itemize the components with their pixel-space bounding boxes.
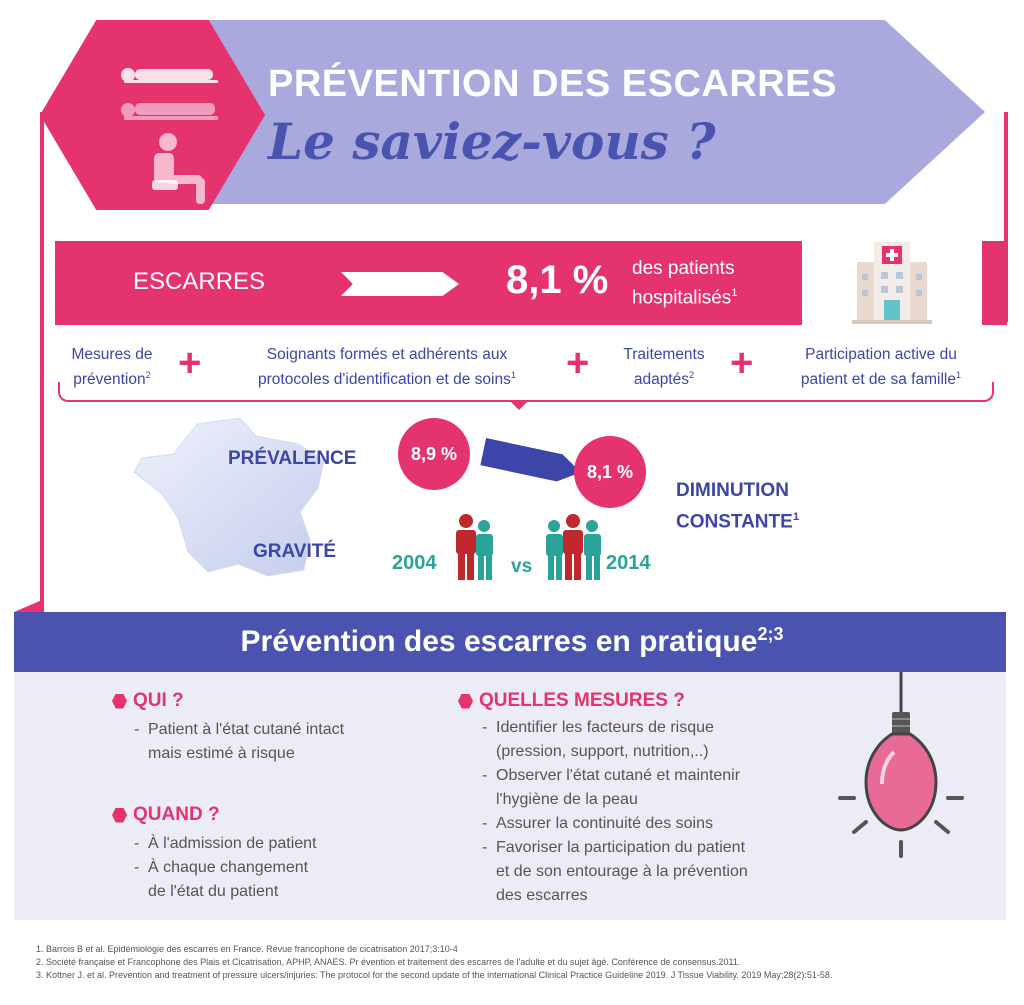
plus-icon: + <box>730 341 754 385</box>
year-start: 2004 <box>392 552 437 574</box>
practice-title <box>0 624 1024 659</box>
list-item-text: (pression, support, nutrition,..) <box>496 743 709 760</box>
hospital-icon <box>802 232 982 337</box>
page-subtitle: Le saviez-vous ? <box>268 112 716 171</box>
hexagon-bullet-icon <box>112 808 127 823</box>
page-title: PRÉVENTION DES ESCARRES <box>268 63 837 105</box>
trend-label <box>676 478 799 535</box>
list-item: - Assurer la continuité des soins <box>482 815 713 832</box>
banner-description <box>632 256 738 310</box>
list-item-text: des escarres <box>496 887 588 904</box>
plus-icon: + <box>178 341 202 385</box>
footnote-ref: 2 <box>689 370 695 380</box>
footnote: 2. Société française et Francophone des Plais et Cicatrisation, APHP, ANAES. Pr évention et traitement des escarres de l'adulte et du sujet âgé. Conférence de consensus.2011. <box>36 957 741 967</box>
bracket-divider <box>58 382 994 402</box>
footnote: 3. Kottner J. et al. Prevention and treatment of pressure ulcers/injuries: The protocol for the second update of the international Clinical Practice Guideline 2019. J Tissue Viability. 2019 May;28(2):51-58. <box>36 970 833 980</box>
list-item: - Favoriser la participation du patient <box>482 839 746 856</box>
list-item-text: Observer l'état cutané et maintenir <box>496 767 741 784</box>
hexagon-bullet-icon <box>458 694 473 709</box>
measure-text: Traitements <box>623 346 705 363</box>
people-2014-icon <box>542 512 604 582</box>
banner-value: 8,1 % <box>506 258 609 302</box>
arrow-icon <box>341 272 459 296</box>
footnote-ref: 1 <box>731 287 738 299</box>
lightbulb-icon <box>836 672 966 862</box>
versus-label: vs <box>511 556 533 577</box>
footnote-ref: 1 <box>792 511 800 523</box>
measure-text: Mesures de <box>71 346 153 363</box>
footnote-ref: 2 <box>145 370 151 380</box>
frame-corner <box>14 600 42 612</box>
practice-title-text: Prévention des escarres en pratique <box>240 625 758 658</box>
prevalence-label: PRÉVALENCE <box>228 448 357 469</box>
qui-list <box>134 718 344 766</box>
list-item: - À l'admission de patient <box>134 835 317 852</box>
list-item <box>482 884 748 908</box>
footnote-ref: 1 <box>510 370 516 380</box>
people-2004-icon <box>448 512 500 582</box>
banner-label: ESCARRES <box>133 268 266 295</box>
banner-text-line: des patients <box>632 258 735 279</box>
list-item-text: mais estimé à risque <box>148 745 295 762</box>
hospital-panel <box>802 232 982 337</box>
list-item <box>482 788 748 812</box>
list-item-text: Assurer la continuité des soins <box>496 815 713 832</box>
quand-list <box>134 832 316 904</box>
section-heading-text: QUI ? <box>133 690 184 711</box>
measure-text: patient et de sa famille <box>800 371 956 389</box>
trend-text: CONSTANTE <box>676 511 793 533</box>
list-item: - À chaque changement <box>134 859 309 876</box>
list-item <box>134 742 344 766</box>
list-item-text: À chaque changement <box>148 859 309 876</box>
footnote-ref: 2;3 <box>757 624 784 644</box>
hexagon-bullet-icon <box>112 694 127 709</box>
qui-heading <box>112 690 184 712</box>
list-item-text: l'hygiène de la peau <box>496 791 638 808</box>
measure-text: protocoles d'identification et de soins <box>257 371 511 389</box>
section-heading-text: QUAND ? <box>133 804 220 825</box>
trend-text: DIMINUTION <box>676 480 789 501</box>
quand-heading <box>112 804 220 826</box>
mesures-list <box>482 716 748 908</box>
list-item: - Identifier les facteurs de risque <box>482 719 714 736</box>
footnote-ref: 1 <box>955 370 962 380</box>
measure-text: adaptés <box>633 371 689 389</box>
list-item-text: Identifier les facteurs de risque <box>496 719 714 736</box>
list-item-text: de l'état du patient <box>148 883 279 900</box>
bracket-pointer <box>509 400 529 410</box>
list-item <box>482 740 748 764</box>
section-heading-text: QUELLES MESURES ? <box>479 690 685 711</box>
list-item-text: et de son entourage à la prévention <box>496 863 748 880</box>
list-item <box>482 860 748 884</box>
mesures-heading <box>458 690 685 712</box>
list-item-text: Favoriser la participation du patient <box>496 839 746 856</box>
year-end: 2014 <box>606 552 651 574</box>
list-item: - Observer l'état cutané et maintenir <box>482 767 741 784</box>
list-item: - Patient à l'état cutané intact <box>134 721 345 738</box>
measure-text: prévention <box>73 371 146 389</box>
plus-icon: + <box>566 341 590 385</box>
measure-text: Participation active du <box>805 346 957 363</box>
banner-text-line: hospitalisés <box>632 287 732 309</box>
severity-label: GRAVITÉ <box>253 541 337 562</box>
frame-line <box>40 112 44 612</box>
list-item-text: Patient à l'état cutané intact <box>148 721 345 738</box>
list-item <box>134 880 316 904</box>
measure-text: Soignants formés et adhérents aux <box>266 346 508 363</box>
decrease-arrow-icon <box>480 438 584 486</box>
footnote: 1. Barrois B et al. Epidémiologie des escarres en France. Revue francophone de cicatrisation 2017;3:10-4 <box>36 944 458 954</box>
prevalence-2014-badge: 8,1 % <box>574 436 646 508</box>
list-item-text: À l'admission de patient <box>148 835 317 852</box>
prevalence-2004-badge: 8,9 % <box>398 418 470 490</box>
